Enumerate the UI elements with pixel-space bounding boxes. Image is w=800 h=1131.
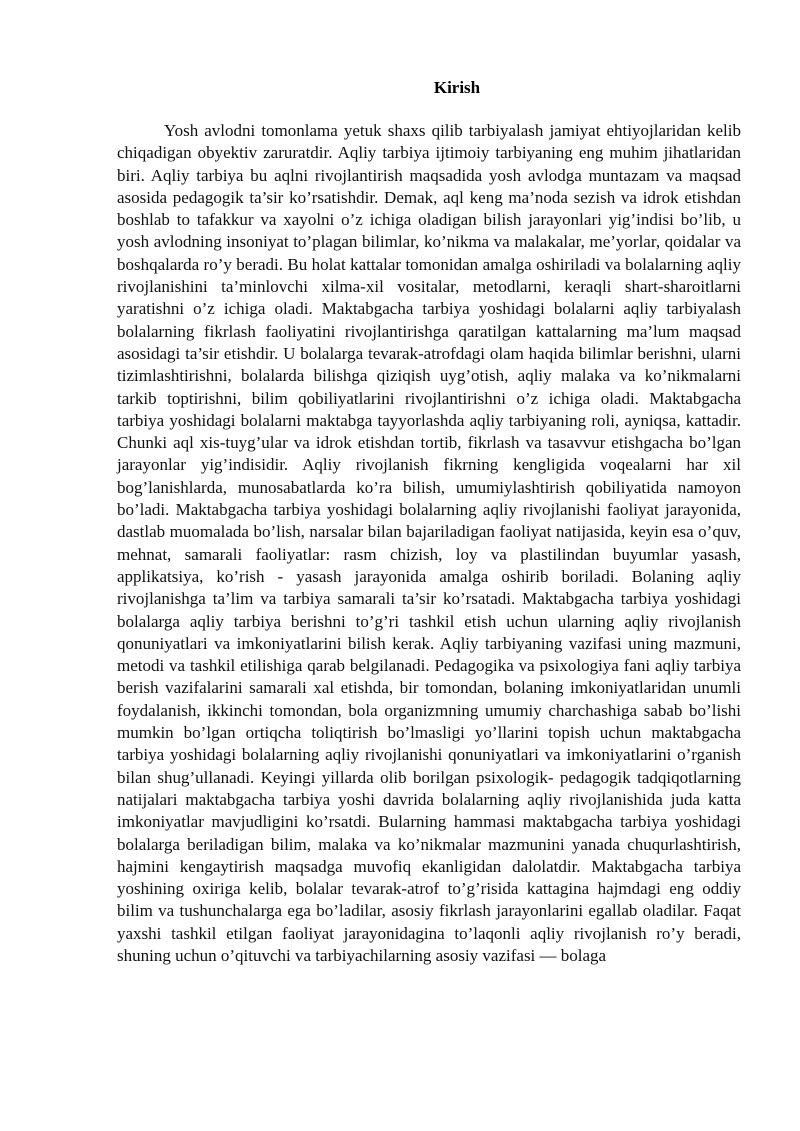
page-title: Kirish bbox=[433, 78, 481, 97]
body-paragraph: Yosh avlodni tomonlama yetuk shaxs qilib tarbiyalash jamiyat ehtiyojlaridan kelib chiqadigan obyektiv zaruratdir. Aqliy tarbiya ijtimoiy tarbiyaning eng muhim jihatlaridan biri. Aqliy tarbiya bu aqlni rivojlantirish maqsadida yosh avlodga muntazam va maqsad asosida pedagogik ta’sir ko’rsatishdir. Demak, aql keng ma’noda sezish va idrok etishdan boshlab to tafakkur va xayolni o’z ichiga oladigan bilish jarayonlari yig’indisi bo’lib, u yosh avlodning insoniyat to’plagan bilimlar, ko’nikma va malakalar, me’yorlar, qoidalar va boshqalarda ro’y beradi. Bu holat kattalar tomonidan amalga oshiriladi va bolalarning aqliy rivojlanishini ta’minlovchi xilma-xil vositalar, metodlarni, keraqli shart-sharoitlarni yaratishni o’z ichiga oladi. Maktabgacha tarbiya yoshidagi bolalarni aqliy tarbiyalash bolalarning fikrlash faoliyatini rivojlantirishga qaratilgan kattalarning ma’lum maqsad asosidagi ta’sir etishdir. U bolalarga tevarak-atrofdagi olam haqida bilimlar berishni, ularni tizimlashtirishni, bolalarda bilishga qiziqish uyg’otish, aqliy malaka va ko’nikmalarni tarkib toptirishni, bilim qobiliyatlarini rivojlantirishni o’z ichiga oladi. Maktabgacha tarbiya yoshidagi bolalarni maktabga tayyorlashda aqliy tarbiyaning roli, ayniqsa, kattadir. Chunki aql xis-tuyg’ular va idrok etishdan tortib, fikrlash va tasavvur etishgacha bo’lgan jarayonlar yig’indisidir. Aqliy rivojlanish fikrning kengligida voqealarni har xil bog’lanishlarda, munosabatlarda ko’ra bilish, umumiylashtirish qobiliyatida namoyon bo’ladi. Maktabgacha tarbiya yoshidagi bolalarning aqliy rivojlanishi faoliyat jarayonida, dastlab muomalada bo’lish, narsalar bilan bajariladigan faoliyat natijasida, keyin esa o’quv, mehnat, samarali faoliyatlar: rasm chizish, loy va plastilindan buyumlar yasash, applikatsiya, ko’rish - yasash jarayonida amalga oshirib boriladi. Bolaning aqliy rivojlanishga ta’lim va tarbiya samarali ta’sir ko’rsatadi. Maktabgacha tarbiya yoshidagi bolalarga aqliy tarbiya berishni to’g’ri tashkil etish uchun ularning aqliy rivojlanish qonuniyatlari va imkoniyatlarini bilish kerak. Aqliy tarbiyaning vazifasi uning mazmuni, metodi va tashkil etilishiga qarab belgilanadi. Pedagogika va psixologiya fani aqliy tarbiya berish vazifalarini samarali xal etishda, bir tomondan, bolaning imkoniyatlaridan unumli foydalanish, ikkinchi tomondan, bola organizmning umumiy charchashiga sabab bo’lishi mumkin bo’lgan ortiqcha toliqtirish bo’lmasligi yo’llarini topish uchun maktabgacha tarbiya yoshidagi bolalarning aqliy rivojlanishi qonuniyatlari va imkoniyatlarini o’rganish bilan shug’ullanadi. Keyingi yillarda olib borilgan psixologik- pedagogik tadqiqotlarning natijalari maktabgacha tarbiya yoshi davrida bolalarning aqliy rivojlanishida juda katta imkoniyatlar mavjudligini ko’rsatdi. Bularning hammasi maktabgacha tarbiya yoshidagi bolalarga beriladigan bilim, malaka va ko’nikmalar mazmunini yanada chuqurlashtirish, hajmini kengaytirish maqsadga muvofiq ekanligidan dalolatdir. Maktabgacha tarbiya yoshining oxiriga kelib, bolalar tevarak-atrof to’g’risida kattagina hajmdagi eng oddiy bilim va tushunchalarga ega bo’ladilar, asosiy fikrlash jarayonlarini egallab oladilar. Faqat yaxshi tashkil etilgan faoliyat jarayonidagina to’laqonli aqliy rivojlanish ro’y beradi, shuning uchun o’qituvchi va tarbiyachilarning asosiy vazifasi — bolaga bbox=[117, 121, 741, 965]
